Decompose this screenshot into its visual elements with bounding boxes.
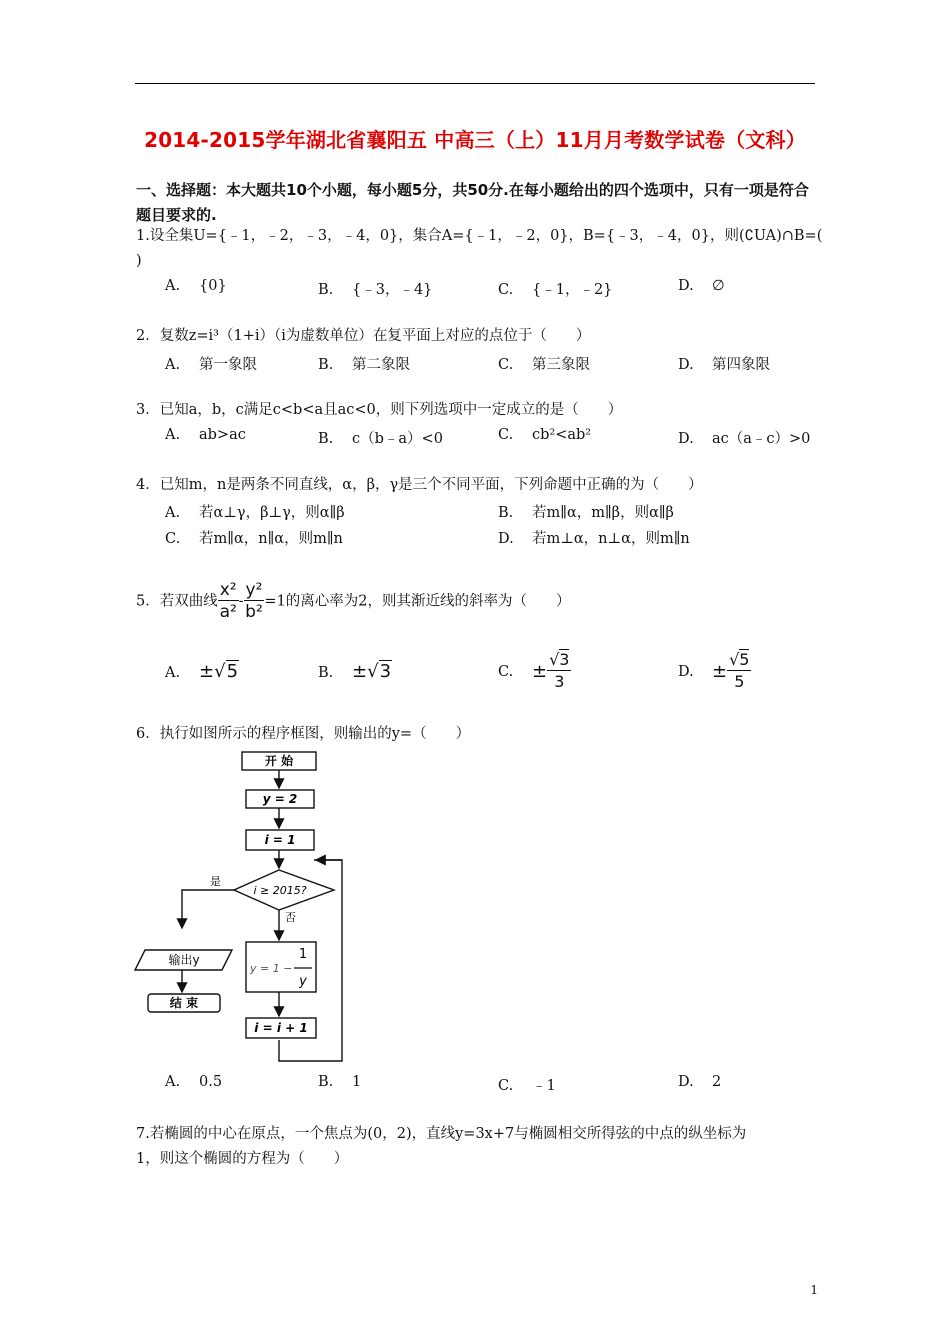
flow-update-y-left: y = 1 − <box>250 962 293 975</box>
q4-option-b: B. 若m∥α，m∥β，则α∥β <box>498 505 674 521</box>
q3-option-b: B. c（b﹣a）<0 <box>318 431 443 447</box>
page-title: 2014-2015学年湖北省襄阳五 中高三（上）11月月考数学试卷（文科） <box>144 128 806 152</box>
flow-no-label: 否 <box>285 911 296 924</box>
q5-option-c: C. ± $\frac{√3}{3}$ <box>498 650 570 691</box>
q6-option-d: D. 2 <box>678 1074 722 1090</box>
header-rule <box>135 83 815 84</box>
q6-option-a: A. 0.5 <box>165 1074 223 1090</box>
q3-option-d: D. ac（a﹣c）>0 <box>678 431 811 447</box>
flow-start-label: 开 始 <box>264 754 294 768</box>
q3-option-c: C. cb²<ab² <box>498 427 592 443</box>
q5-option-a: A. ±√5 <box>165 661 239 682</box>
section-header: 一、选择题：本大题共10个小题，每小题5分，共50分.在每小题给出的四个选项中，只有一项是符合题目要求的. <box>136 181 809 224</box>
q1-option-a: A. {0} <box>165 278 227 294</box>
q2-option-a: A. 第一象限 <box>165 357 257 373</box>
question-1-line1: 1.设全集U={﹣1，﹣2，﹣3，﹣4，0}，集合A={﹣1，﹣2，0}，B={﹣3，﹣4，0}，则(∁UA)∩B=( <box>136 228 823 244</box>
q4-option-a: A. 若α⊥γ，β⊥γ，则α∥β <box>165 505 345 521</box>
q6-option-c: C. ﹣1 <box>498 1078 556 1094</box>
question-7-line2: 1，则这个椭圆的方程为（ ） <box>136 1151 349 1167</box>
flow-update-y-den: y <box>299 974 307 989</box>
q5-fraction-x: $\frac{\text{x²}}{\text{a²}}$ <box>219 580 237 622</box>
flow-end-label: 结 束 <box>169 996 199 1010</box>
q2-option-d: D. 第四象限 <box>678 357 770 373</box>
question-3: 3．已知a，b，c满足c<b<a且ac<0，则下列选项中一定成立的是（ ） <box>136 402 623 418</box>
flow-init-i-label: i = 1 <box>264 833 296 847</box>
q5-minus: - <box>238 593 244 610</box>
program-flowchart <box>130 748 360 1068</box>
q5-option-d: D. ± $\frac{√5}{5}$ <box>678 650 750 691</box>
flow-update-i-label: i = i + 1 <box>254 1021 308 1035</box>
question-6: 6．执行如图所示的程序框图，则输出的y=（ ） <box>136 726 471 742</box>
q5-option-b: B. ±√3 <box>318 661 392 682</box>
flow-output-label: 输出y <box>168 953 200 967</box>
question-2: 2．复数z=i³（1+i）（i为虚数单位）在复平面上对应的点位于（ ） <box>136 328 591 344</box>
q2-option-c: C. 第三象限 <box>498 357 590 373</box>
q5-fraction-y: $\frac{\text{y²}}{\text{b²}}$ <box>245 580 263 622</box>
q6-option-b: B. 1 <box>318 1074 362 1090</box>
question-5 <box>136 580 818 623</box>
flow-update-y-num: 1 <box>298 947 308 962</box>
q1-option-c: C. {﹣1，﹣2} <box>498 282 613 298</box>
q1-option-b: B. {﹣3，﹣4} <box>318 282 433 298</box>
page-number: 1 <box>810 1283 818 1297</box>
q4-option-c: C. 若m∥α，n∥α，则m∥n <box>165 531 343 547</box>
question-7-line1: 7.若椭圆的中心在原点，一个焦点为(0，2)，直线y=3x+7与椭圆相交所得弦的中点的纵坐标为 <box>136 1126 747 1142</box>
q5-suffix: =1的离心率为2，则其渐近线的斜率为（ ） <box>264 593 571 610</box>
q2-option-b: B. 第二象限 <box>318 357 410 373</box>
q4-option-d: D. 若m⊥α，n⊥α，则m∥n <box>498 531 690 547</box>
question-4: 4．已知m，n是两条不同直线，α，β，γ是三个不同平面，下列命题中正确的为（ ） <box>136 477 703 493</box>
question-1-line2: ) <box>136 253 142 269</box>
q1-option-d: D. ∅ <box>678 278 725 294</box>
q3-option-a: A. ab>ac <box>165 427 246 443</box>
flow-condition-label: i ≥ 2015? <box>253 884 307 897</box>
flow-yes-label: 是 <box>210 875 221 888</box>
q5-prefix: 5．若双曲线 <box>136 593 218 610</box>
flow-init-y-label: y = 2 <box>262 792 298 806</box>
